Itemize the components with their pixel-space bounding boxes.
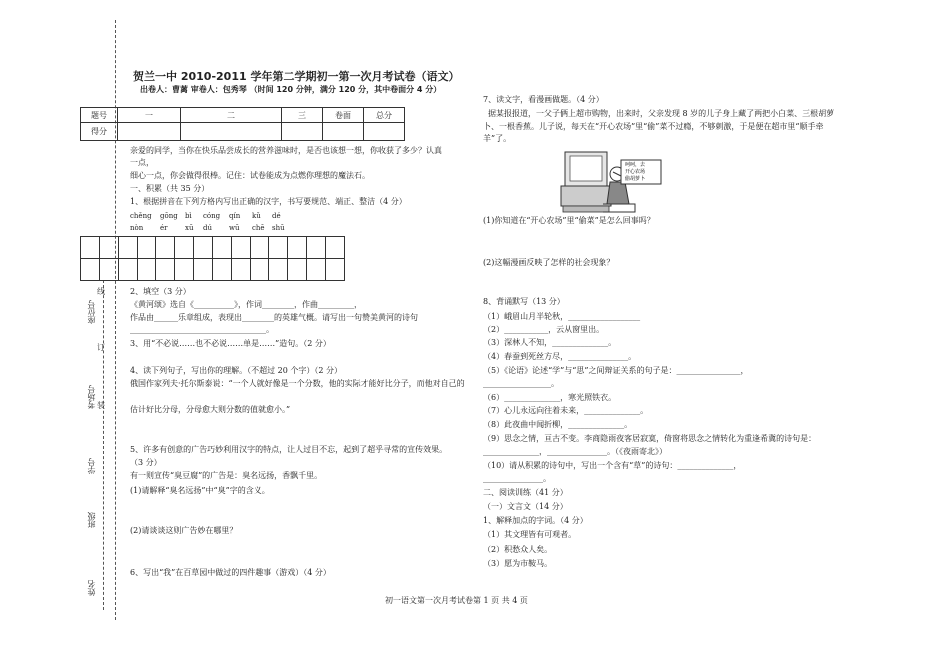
student-id-label: 学号 — [87, 458, 96, 474]
fold-mark-ding: 订 — [97, 343, 105, 352]
q5-score: （3 分） — [130, 458, 162, 467]
section1-heading: 一、积累（共 35 分） — [130, 184, 210, 193]
q2-line-c: __________________________________。 — [130, 325, 274, 334]
score-cell[interactable] — [181, 123, 282, 141]
q4-line-b: 估计好比分母，分母愈大则分数的值就愈小。” — [130, 405, 291, 414]
pinyin: chěng — [130, 212, 152, 220]
fold-mark-xian: 线 — [97, 287, 105, 296]
q8-item-1: （1）峨眉山月半轮秋，__________________ — [483, 312, 641, 321]
class-label: 班级 — [87, 512, 96, 528]
q7-line-c: 羊”了。 — [483, 134, 512, 143]
pinyin: dú — [203, 224, 212, 232]
pinyin: chē — [252, 224, 265, 232]
grid-cell[interactable] — [99, 237, 118, 259]
page-subtitle: 出卷人：曹蓠 审卷人：包秀琴 （时间 120 分钟，满分 120 分，其中卷面分 4 分） — [140, 85, 442, 94]
q8-item-10b: _______________。 — [483, 474, 551, 483]
grid-cell[interactable] — [325, 237, 344, 259]
grid-cell[interactable] — [231, 237, 250, 259]
grid-cell[interactable] — [156, 237, 175, 259]
grid-cell[interactable] — [307, 237, 326, 259]
pinyin: bì — [185, 212, 192, 220]
grid-cell[interactable] — [118, 237, 137, 259]
grid-cell[interactable] — [118, 259, 137, 281]
grid-cell[interactable] — [288, 237, 307, 259]
grid-cell[interactable] — [288, 259, 307, 281]
pinyin: dé — [272, 212, 281, 220]
score-cell[interactable] — [364, 123, 405, 141]
bubble-line-3: 偷胡萝卜 — [625, 176, 646, 182]
pinyin: xū — [185, 224, 194, 232]
pinyin: shū — [272, 224, 285, 232]
r1-prompt: 1、解释加点的字词。（4 分） — [483, 516, 588, 525]
grid-cell[interactable] — [231, 259, 250, 281]
q8-item-9: （9）思念之情，亘古不变。李商隐雨夜客居寂寞，倚窗将思念之情转化为重逢希冀的诗句是： — [483, 434, 817, 443]
q8-item-8: （8）此夜曲中闻折柳，______________。 — [483, 420, 633, 429]
q1-prompt: 1、根据拼音在下列方格内写出正确的汉字，书写要规范、端正、整洁（4 分） — [130, 197, 407, 206]
q7-sub-2: (2)这幅漫画反映了怎样的社会现象？ — [483, 258, 615, 267]
bubble-line-2: 开心农场 — [625, 169, 646, 175]
page-title: 贺兰一中 2010-2011 学年第二学期初一第一次月考试卷（语文） — [133, 70, 460, 83]
score-cell[interactable] — [118, 123, 181, 141]
pinyin-row-2 — [130, 223, 292, 233]
q8-item-4: （4）春蚕到死丝方尽，_______________。 — [483, 352, 637, 361]
grid-cell[interactable] — [156, 259, 175, 281]
r1-item-2: （2）积愁众人矣。 — [483, 545, 553, 554]
q2-line-b: 作品由______乐章组成，表现出________的英雄气概。请写出一句赞美黄河的诗句 — [130, 313, 418, 322]
pinyin-row-1 — [130, 211, 292, 221]
score-cell[interactable] — [282, 123, 323, 141]
score-header-1: 一 — [118, 108, 181, 123]
section2-heading: 二、阅读训练（41 分） — [483, 488, 568, 497]
q8-item-9b: ______________，_______________。（《夜雨寄北》） — [483, 447, 667, 456]
score-row-label: 得分 — [81, 123, 118, 141]
intro-line-2: 一点， — [130, 158, 154, 167]
pinyin: gōng — [160, 212, 178, 220]
character-grid — [80, 236, 345, 281]
pinyin: wū — [229, 224, 240, 232]
q7-sub-1: (1)你知道在“开心农场”里“偷菜”是怎么回事吗？ — [483, 216, 655, 225]
q5-line-b: (1)请解释“臭名远扬”中“臭”字的含义。 — [130, 486, 270, 495]
grid-cell[interactable] — [137, 259, 156, 281]
grid-cell[interactable] — [307, 259, 326, 281]
q8-prompt: 8、背诵默写（13 分） — [483, 297, 565, 306]
grid-cell[interactable] — [250, 237, 269, 259]
bubble-line-1: 呵呵，去 — [625, 162, 646, 168]
score-header-label: 题号 — [81, 108, 118, 123]
score-cell[interactable] — [323, 123, 364, 141]
q6-prompt: 6、写出“我”在百草园中做过的四件趣事（游戏）（4 分） — [130, 568, 331, 577]
fold-mark-zhuang: 装 — [97, 401, 105, 410]
grid-cell[interactable] — [175, 259, 194, 281]
grid-cell[interactable] — [81, 259, 100, 281]
seat-number-label: 座位号 — [87, 300, 96, 324]
q8-item-2: （2）___________，云从窗里出。 — [483, 325, 605, 334]
grid-cell[interactable] — [175, 237, 194, 259]
q3-prompt: 3、用“不必说……也不必说……单是……”造句。（2 分） — [130, 339, 331, 348]
q8-item-3: （3）深林人不知，______________。 — [483, 338, 617, 347]
binding-line-inner — [103, 280, 104, 610]
grid-cell[interactable] — [99, 259, 118, 281]
grid-cell[interactable] — [194, 259, 213, 281]
grid-cell[interactable] — [325, 259, 344, 281]
q7-line-b: 卜、一根香蕉。儿子说，每天在“开心农场”里“偷”菜不过瘾，不够刺激，于是便在超市里“顺手牵 — [483, 122, 824, 131]
q8-item-7: （7）心儿永远向往着未来，______________。 — [483, 406, 649, 415]
grid-cell[interactable] — [194, 237, 213, 259]
grid-cell[interactable] — [212, 237, 231, 259]
name-label: 姓名 — [87, 580, 96, 596]
pinyin: qín — [229, 212, 241, 220]
q8-item-5b: _________________。 — [483, 379, 559, 388]
score-header-3: 三 — [282, 108, 323, 123]
page-footer: 初一语文第一次月考试卷第 1 页 共 4 页 — [385, 596, 528, 605]
r1-item-1: （1）其文理皆有可观者。 — [483, 530, 577, 539]
intro-line-1: 亲爱的同学，当你在快乐品尝成长的营养滋味时，是否也该想一想，你收获了多少？认真 — [130, 146, 442, 155]
pinyin: nòn — [130, 224, 144, 232]
cartoon-illustration — [555, 146, 677, 218]
exam-room-label: 考场号 — [87, 385, 96, 409]
q7-prompt: 7、读文字，看漫画做题。（4 分） — [483, 95, 604, 104]
grid-cell[interactable] — [269, 259, 288, 281]
q4-line-a: 俄国作家列夫·托尔斯泰说：“一个人就好像是一个分数，他的实际才能好比分子，而他对自己的 — [130, 379, 465, 388]
pinyin: kǔ — [252, 212, 261, 220]
q2-prompt: 2、填空（3 分） — [130, 287, 191, 296]
q8-item-10: （10）请从积累的诗句中，写出一个含有“草”的诗句：______________， — [483, 461, 742, 470]
pinyin: ér — [160, 224, 168, 232]
grid-cell[interactable] — [137, 237, 156, 259]
q4-prompt: 4、读下列句子，写出你的理解。（不超过 20 个字）（2 分） — [130, 366, 342, 375]
q5-prompt: 5、许多有创意的广告巧妙利用汉字的特点，让人过目不忘，起到了超乎寻常的宣传效果。 — [130, 445, 448, 454]
q5-line-c: (2)请谈谈这则广告妙在哪里？ — [130, 526, 238, 535]
score-header-2: 二 — [181, 108, 282, 123]
grid-cell[interactable] — [212, 259, 231, 281]
q5-line-a: 有一则宣传“臭豆腐”的广告是：臭名远扬，香飘千里。 — [130, 471, 323, 480]
score-header-total: 总分 — [364, 108, 405, 123]
score-header-neatness: 卷面 — [323, 108, 364, 123]
q2-line-a: 《黄河颂》选自《__________》，作词________，作曲_________， — [130, 300, 362, 309]
q7-line-a: 据某报报道，一父子俩上超市购物，出来时，父亲发现 8 岁的儿子身上藏了两把小白菜、三根胡萝 — [488, 109, 835, 118]
q8-item-5: （5）《论语》论述“学”与“思”之间辩证关系的句子是：________________， — [483, 366, 749, 375]
section2-sub-heading: （一）文言文（14 分） — [483, 502, 568, 511]
grid-cell[interactable] — [81, 237, 100, 259]
score-table — [80, 107, 405, 141]
intro-line-3: 细心一点，你会做得很棒。记住：试卷能成为点燃你理想的魔法石。 — [130, 171, 370, 180]
q8-item-6: （6）______________，寒光照铁衣。 — [483, 393, 617, 402]
r1-item-3: （3）愿为市鞍马。 — [483, 559, 553, 568]
grid-cell[interactable] — [269, 237, 288, 259]
grid-cell[interactable] — [250, 259, 269, 281]
pinyin: cóng — [203, 212, 221, 220]
